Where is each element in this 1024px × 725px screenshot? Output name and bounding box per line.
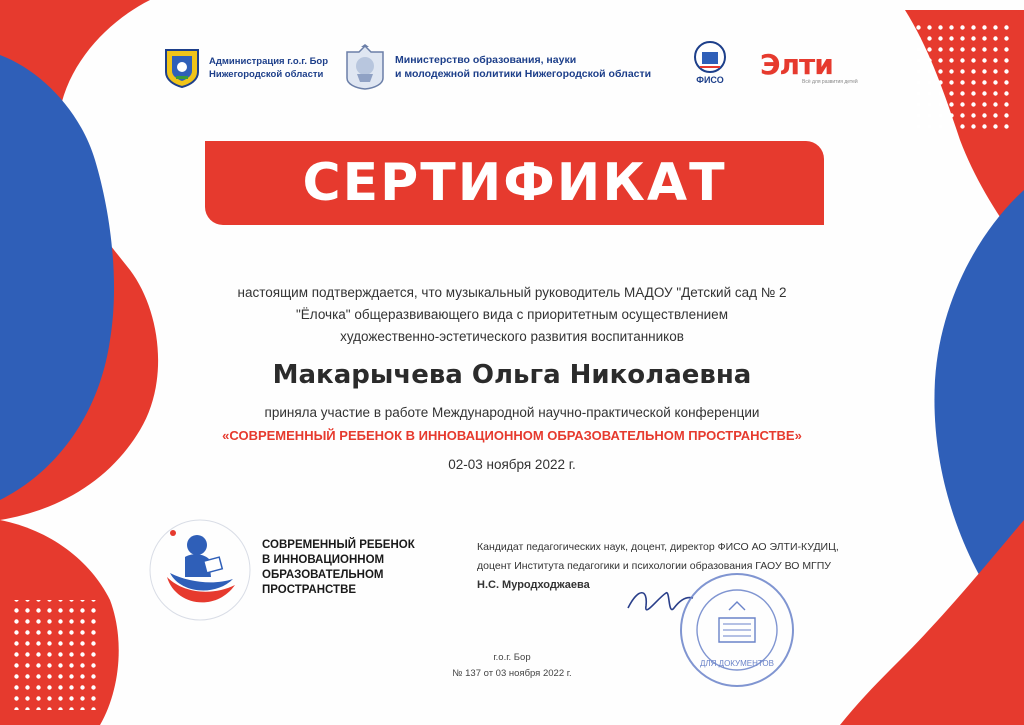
- elti-label: Элти: [760, 48, 833, 81]
- elti-tagline: Всё для развития детей: [802, 79, 858, 85]
- recipient-name: Макарычева Ольга Николаевна: [272, 360, 752, 390]
- conf-logo-line4: ПРОСТРАНСТВЕ: [262, 584, 357, 596]
- fiso-emblem-icon: [692, 40, 728, 74]
- conf-logo-line2: В ИННОВАЦИОННОМ: [262, 554, 385, 566]
- ministry-logo: [343, 44, 651, 90]
- admin-line2: Нижегородской области: [209, 69, 324, 80]
- intro-line-2: "Ёлочка" общеразвивающего вида с приоритетным осуществлением: [296, 307, 728, 322]
- conference-title: «СОВРЕМЕННЫЙ РЕБЕНОК В ИННОВАЦИОННОМ ОБРАЗОВАТЕЛЬНОМ ПРОСТРАНСТВЕ»: [222, 428, 802, 443]
- conference-logo-text: [262, 538, 432, 598]
- certificate-title: СЕРТИФИКАТ: [302, 153, 727, 213]
- ministry-line1: Министерство образования, науки: [395, 54, 577, 66]
- signer-name: Н.С. Муродходжаева: [477, 579, 590, 591]
- regional-emblem-icon: [343, 44, 387, 90]
- signer-position-line1: Кандидат педагогических наук, доцент, директор ФИСО АО ЭЛТИ-КУДИЦ,: [477, 541, 839, 553]
- intro-line-3: художественно-эстетического развития воспитанников: [340, 329, 684, 344]
- fiso-label: ФИСО: [696, 75, 724, 85]
- partner-logos: [0, 40, 1024, 100]
- admin-logo: [163, 48, 328, 88]
- title-banner: [205, 141, 824, 225]
- participation-text: приняла участие в работе Международной научно-практической конференции: [264, 405, 760, 420]
- conference-emblem: [145, 515, 255, 625]
- conf-logo-line3: ОБРАЗОВАТЕЛЬНОМ: [262, 569, 384, 581]
- stamp-text: ДЛЯ ДОКУМЕНТОВ: [699, 659, 775, 668]
- conf-logo-line1: СОВРЕМЕННЫЙ РЕБЕНОК: [262, 539, 415, 551]
- ministry-line2: и молодежной политики Нижегородской области: [395, 68, 652, 80]
- admin-line1: Администрация г.о.г. Бор: [209, 56, 329, 67]
- elti-logo: [760, 48, 858, 85]
- issue-place: г.о.г. Бор: [493, 652, 531, 663]
- fiso-logo: [692, 40, 728, 85]
- certificate-number: № 137 от 03 ноября 2022 г.: [452, 668, 572, 679]
- conference-dates: 02-03 ноября 2022 г.: [448, 457, 576, 472]
- signer-position-line2: доцент Института педагогики и психологии образования ГАОУ ВО МГПУ: [477, 560, 831, 572]
- coat-of-arms-icon: [163, 48, 201, 88]
- intro-line-1: настоящим подтверждается, что музыкальный руководитель МАДОУ "Детский сад № 2: [237, 285, 787, 300]
